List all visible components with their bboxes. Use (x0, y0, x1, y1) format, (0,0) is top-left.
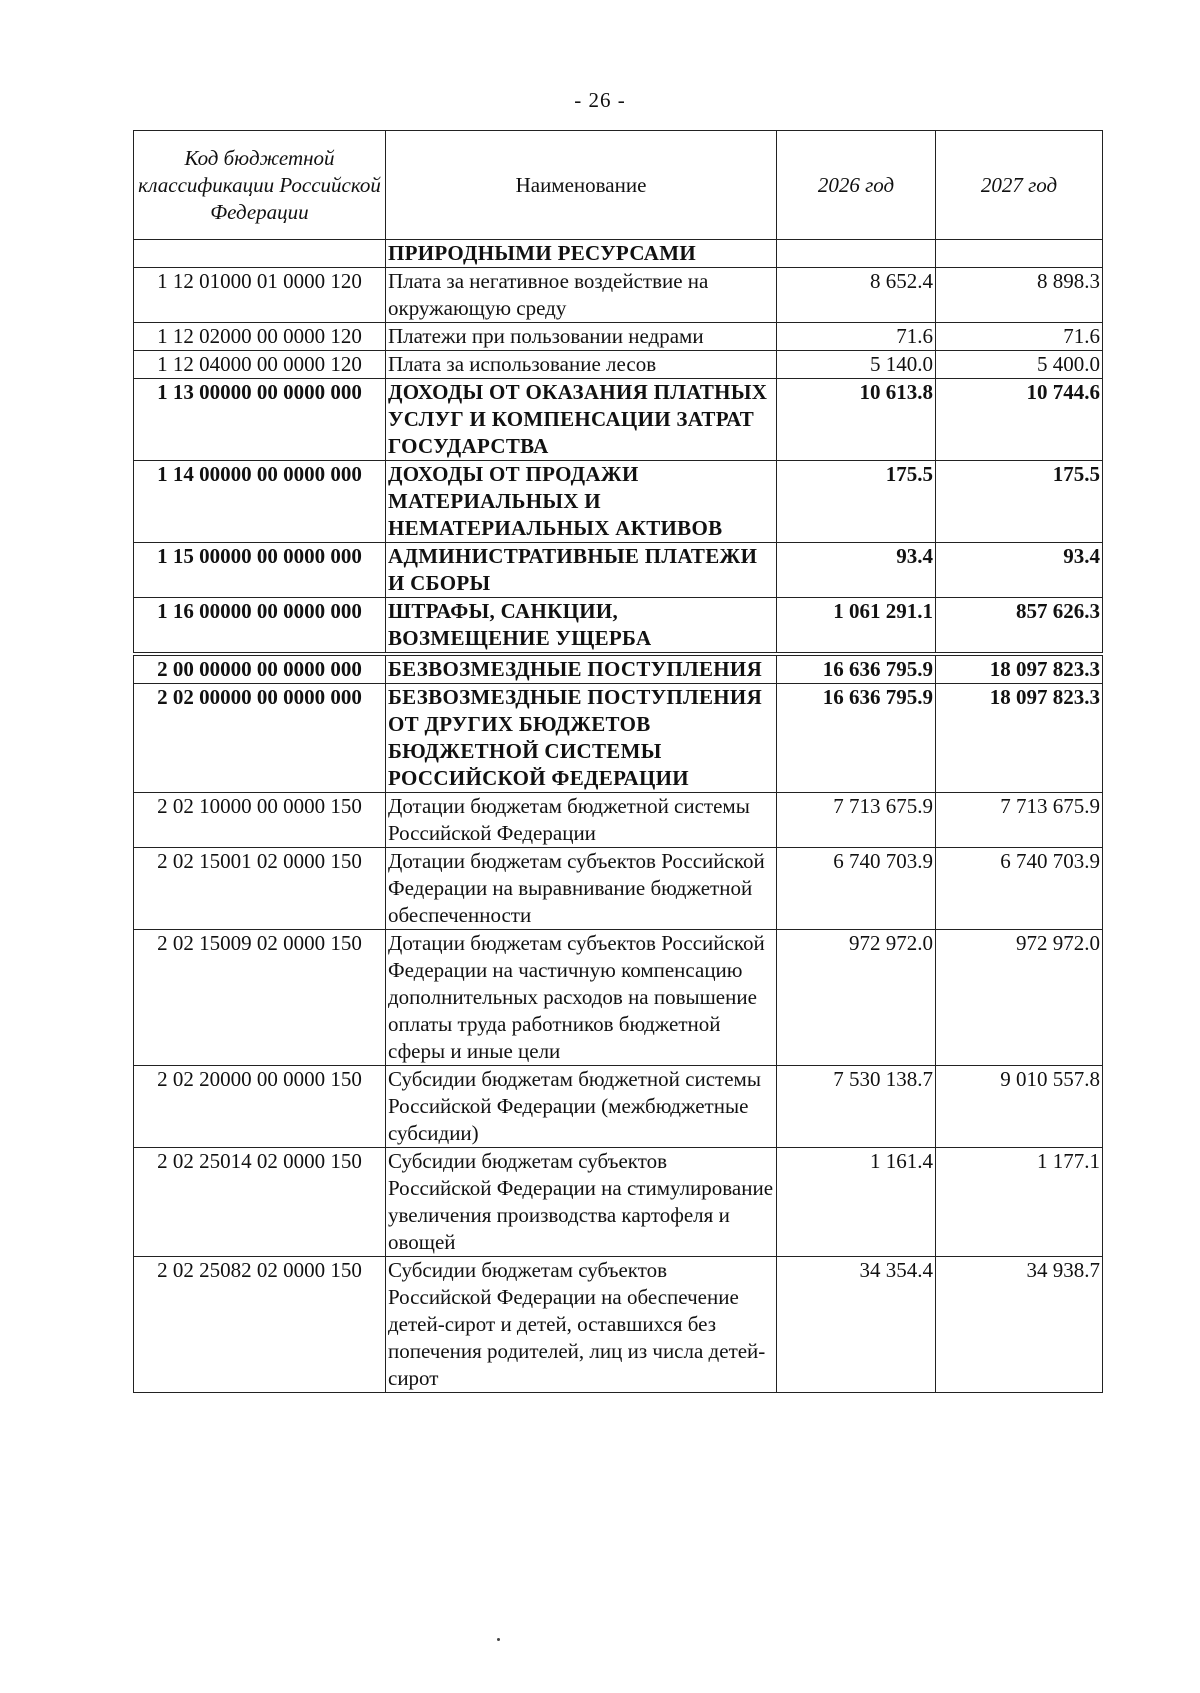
row-name: Дотации бюджетам бюджетной системы Российской Федерации (386, 793, 777, 848)
row-code: 1 14 00000 00 0000 000 (134, 461, 386, 543)
row-value-2026: 10 613.8 (777, 379, 936, 461)
row-code (134, 240, 386, 268)
row-value-2027: 7 713 675.9 (936, 793, 1103, 848)
row-value-2026: 8 652.4 (777, 268, 936, 323)
row-value-2026: 7 530 138.7 (777, 1066, 936, 1148)
row-name: Плата за использование лесов (386, 351, 777, 379)
table-header-row (134, 131, 1103, 240)
row-value-2026: 1 161.4 (777, 1148, 936, 1257)
row-name: ШТРАФЫ, САНКЦИИ, ВОЗМЕЩЕНИЕ УЩЕРБА (386, 598, 777, 655)
row-value-2026: 34 354.4 (777, 1257, 936, 1393)
row-value-2027 (936, 240, 1103, 268)
row-name: Плата за негативное воздействие на окружающую среду (386, 268, 777, 323)
row-code: 2 02 15009 02 0000 150 (134, 930, 386, 1066)
row-code: 2 00 00000 00 0000 000 (134, 654, 386, 684)
row-name: Субсидии бюджетам бюджетной системы Российской Федерации (межбюджетные субсидии) (386, 1066, 777, 1148)
row-value-2026: 6 740 703.9 (777, 848, 936, 930)
table-row (134, 793, 1103, 848)
table-row (134, 351, 1103, 379)
row-name: Дотации бюджетам субъектов Российской Федерации на частичную компенсацию дополнительных расходов на повышение оплаты труда работников бюджетной сферы и иные цели (386, 930, 777, 1066)
row-name: Субсидии бюджетам субъектов Российской Федерации на стимулирование увеличения производства картофеля и овощей (386, 1148, 777, 1257)
row-name: Дотации бюджетам субъектов Российской Федерации на выравнивание бюджетной обеспеченности (386, 848, 777, 930)
table-row (134, 268, 1103, 323)
row-code: 2 02 10000 00 0000 150 (134, 793, 386, 848)
row-value-2027: 857 626.3 (936, 598, 1103, 655)
row-name: ДОХОДЫ ОТ ОКАЗАНИЯ ПЛАТНЫХ УСЛУГ И КОМПЕНСАЦИИ ЗАТРАТ ГОСУДАРСТВА (386, 379, 777, 461)
row-code: 1 16 00000 00 0000 000 (134, 598, 386, 655)
row-value-2026: 972 972.0 (777, 930, 936, 1066)
scan-artifact-dot (497, 1638, 500, 1641)
row-name: ДОХОДЫ ОТ ПРОДАЖИ МАТЕРИАЛЬНЫХ И НЕМАТЕРИАЛЬНЫХ АКТИВОВ (386, 461, 777, 543)
row-value-2026: 93.4 (777, 543, 936, 598)
row-value-2027: 6 740 703.9 (936, 848, 1103, 930)
table-row (134, 461, 1103, 543)
row-name: БЕЗВОЗМЕЗДНЫЕ ПОСТУПЛЕНИЯ ОТ ДРУГИХ БЮДЖЕТОВ БЮДЖЕТНОЙ СИСТЕМЫ РОССИЙСКОЙ ФЕДЕРАЦИИ (386, 684, 777, 793)
row-value-2026: 7 713 675.9 (777, 793, 936, 848)
table-row (134, 654, 1103, 684)
row-name: БЕЗВОЗМЕЗДНЫЕ ПОСТУПЛЕНИЯ (386, 654, 777, 684)
row-value-2026: 16 636 795.9 (777, 654, 936, 684)
row-value-2027: 8 898.3 (936, 268, 1103, 323)
header-year-2027: 2027 год (936, 131, 1103, 240)
row-value-2027: 972 972.0 (936, 930, 1103, 1066)
table-row (134, 379, 1103, 461)
row-name: Субсидии бюджетам субъектов Российской Федерации на обеспечение детей-сирот и детей, оставшихся без попечения родителей, лиц из числа детей-сирот (386, 1257, 777, 1393)
table-row (134, 848, 1103, 930)
row-value-2027: 18 097 823.3 (936, 654, 1103, 684)
row-value-2027: 5 400.0 (936, 351, 1103, 379)
table-row (134, 930, 1103, 1066)
row-value-2026: 16 636 795.9 (777, 684, 936, 793)
row-name: Платежи при пользовании недрами (386, 323, 777, 351)
row-code: 1 12 04000 00 0000 120 (134, 351, 386, 379)
row-value-2027: 9 010 557.8 (936, 1066, 1103, 1148)
row-value-2026: 175.5 (777, 461, 936, 543)
table-body (134, 240, 1103, 1393)
header-code: Код бюджетной классификации Российской Федерации (134, 131, 386, 240)
page-number: - 26 - (574, 88, 626, 112)
table-row (134, 1148, 1103, 1257)
row-value-2027: 34 938.7 (936, 1257, 1103, 1393)
row-code: 2 02 15001 02 0000 150 (134, 848, 386, 930)
row-code: 1 15 00000 00 0000 000 (134, 543, 386, 598)
row-name: ПРИРОДНЫМИ РЕСУРСАМИ (386, 240, 777, 268)
row-value-2027: 93.4 (936, 543, 1103, 598)
row-value-2026: 71.6 (777, 323, 936, 351)
row-code: 2 02 20000 00 0000 150 (134, 1066, 386, 1148)
row-code: 1 13 00000 00 0000 000 (134, 379, 386, 461)
row-value-2027: 1 177.1 (936, 1148, 1103, 1257)
table-row (134, 1066, 1103, 1148)
table-row (134, 684, 1103, 793)
row-value-2027: 71.6 (936, 323, 1103, 351)
row-code: 2 02 25082 02 0000 150 (134, 1257, 386, 1393)
row-value-2027: 175.5 (936, 461, 1103, 543)
header-year-2026: 2026 год (777, 131, 936, 240)
row-value-2026: 1 061 291.1 (777, 598, 936, 655)
row-code: 2 02 25014 02 0000 150 (134, 1148, 386, 1257)
header-name: Наименование (386, 131, 777, 240)
row-value-2027: 10 744.6 (936, 379, 1103, 461)
row-value-2026: 5 140.0 (777, 351, 936, 379)
table-row (134, 323, 1103, 351)
table-row (134, 543, 1103, 598)
table-row (134, 1257, 1103, 1393)
row-value-2027: 18 097 823.3 (936, 684, 1103, 793)
row-value-2026 (777, 240, 936, 268)
row-code: 1 12 01000 01 0000 120 (134, 268, 386, 323)
row-code: 2 02 00000 00 0000 000 (134, 684, 386, 793)
row-name: АДМИНИСТРАТИВНЫЕ ПЛАТЕЖИ И СБОРЫ (386, 543, 777, 598)
table-row (134, 598, 1103, 655)
table-row (134, 240, 1103, 268)
row-code: 1 12 02000 00 0000 120 (134, 323, 386, 351)
budget-table (133, 130, 1103, 1393)
